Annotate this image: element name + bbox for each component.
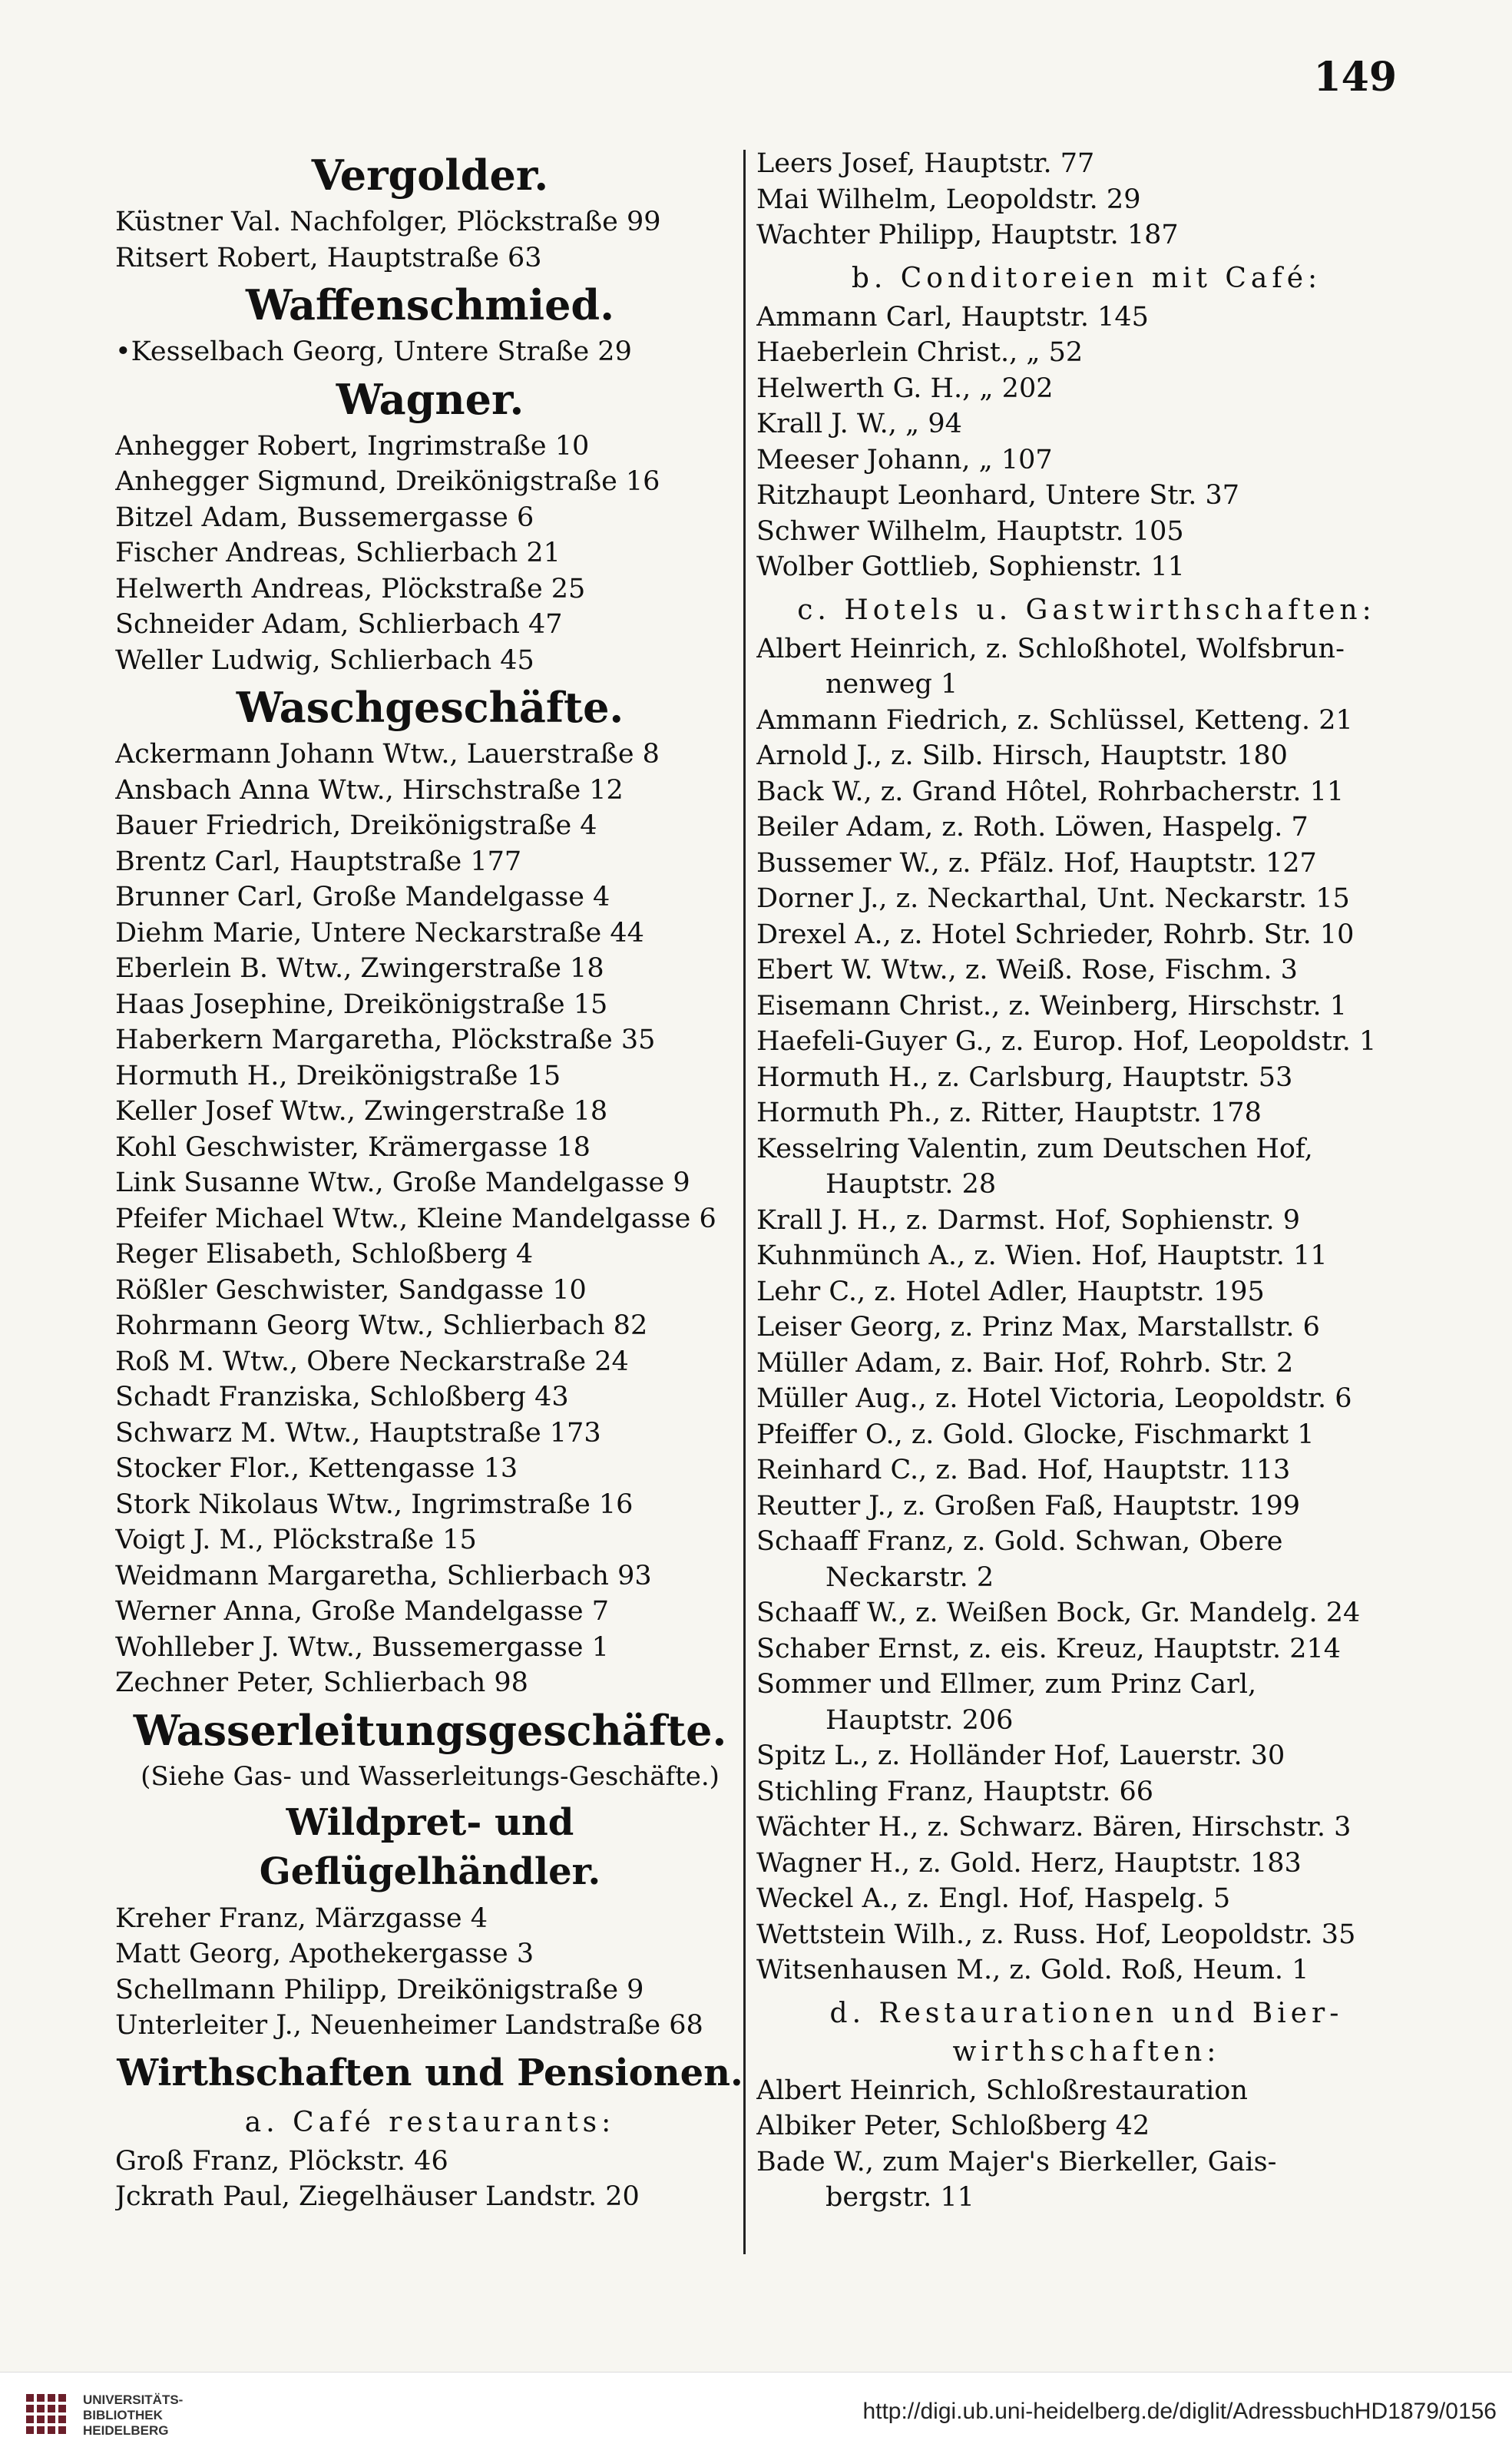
column-divider <box>743 150 746 2254</box>
library-name-line: UNIVERSITÄTS- <box>83 2392 184 2407</box>
directory-entry: Sommer und Ellmer, zum Prinz Carl, <box>756 1669 1257 1700</box>
directory-entry: Ammann Carl, Hauptstr. 145 <box>756 301 1149 333</box>
directory-entry: Pfeifer Michael Wtw., Kleine Mandelgasse 6 <box>115 1203 716 1234</box>
section-heading: Wagner. <box>336 374 524 424</box>
directory-entry: Meeser Johann, „ 107 <box>756 444 1053 475</box>
section-note: (Siehe Gas- und Wasserleitungs-Geschäfte.) <box>141 1760 720 1792</box>
directory-entry: Jckrath Paul, Ziegelhäuser Landstr. 20 <box>115 2181 640 2212</box>
directory-entry: Müller Adam, z. Bair. Hof, Rohrb. Str. 2 <box>756 1347 1294 1379</box>
directory-entry: Wächter H., z. Schwarz. Bären, Hirschstr. 3 <box>756 1812 1352 1843</box>
directory-entry: Unterleiter J., Neuenheimer Landstraße 68 <box>115 2010 703 2041</box>
directory-entry: Albert Heinrich, Schloßrestauration <box>756 2075 1248 2106</box>
section-wirthschaften <box>115 2048 745 2215</box>
section-subheading: d. Restaurationen und Bier- <box>829 1997 1344 2029</box>
section-heading: Waschgeschäfte. <box>236 683 624 732</box>
directory-entry: Stocker Flor., Kettengasse 13 <box>115 1453 518 1484</box>
directory-entry: Hormuth H., Dreikönigstraße 15 <box>115 1060 561 1091</box>
left-column <box>115 146 745 2215</box>
directory-entry: Helwerth Andreas, Plöckstraße 25 <box>115 573 586 604</box>
directory-entry: Voigt J. M., Plöckstraße 15 <box>115 1525 477 1555</box>
entry-list <box>115 204 745 276</box>
directory-entry: Wachter Philipp, Hauptstr. 187 <box>756 220 1179 250</box>
directory-entry: Kohl Geschwister, Krämergasse 18 <box>115 1131 591 1163</box>
directory-entry: Leiser Georg, z. Prinz Max, Marstallstr. 6 <box>756 1312 1320 1343</box>
directory-entry: Ammann Fiedrich, z. Schlüssel, Ketteng. 21 <box>756 704 1353 736</box>
directory-entry: Müller Aug., z. Hotel Victoria, Leopoldstr. 6 <box>756 1383 1352 1414</box>
directory-entry: Spitz L., z. Holländer Hof, Lauerstr. 30 <box>756 1740 1285 1771</box>
section-restaurationen <box>756 1996 1417 2216</box>
directory-entry: •Kesselbach Georg, Untere Straße 29 <box>115 336 632 367</box>
directory-entry: Küstner Val. Nachfolger, Plöckstraße 99 <box>115 207 661 237</box>
directory-entry: Ritsert Robert, Hauptstraße 63 <box>115 242 542 273</box>
directory-entry: Eisemann Christ., z. Weinberg, Hirschstr. 1 <box>756 990 1348 1022</box>
directory-entry: Dorner J., z. Neckarthal, Unt. Neckarstr. 15 <box>756 883 1350 914</box>
section-vergolder <box>115 151 745 276</box>
directory-entry: Diehm Marie, Untere Neckarstraße 44 <box>115 917 644 949</box>
directory-entry: Leers Josef, Hauptstr. 77 <box>756 148 1095 179</box>
directory-entry: Ritzhaupt Leonhard, Untere Str. 37 <box>756 480 1240 511</box>
entry-continuation: Hauptstr. 28 <box>825 1169 997 1200</box>
directory-entry: Reger Elisabeth, Schloßberg 4 <box>115 1239 534 1270</box>
section-hotels <box>756 593 1417 1988</box>
directory-entry: Fischer Andreas, Schlierbach 21 <box>115 538 561 568</box>
directory-entry: Eberlein B. Wtw., Zwingerstraße 18 <box>115 953 604 984</box>
section-heading: Vergolder. <box>311 151 549 200</box>
directory-entry: Zechner Peter, Schlierbach 98 <box>115 1667 528 1698</box>
section-wildpret <box>115 1798 745 2044</box>
directory-entry: Albert Heinrich, z. Schloßhotel, Wolfsbrun- <box>756 633 1345 664</box>
entry-continuation: Hauptstr. 206 <box>825 1704 1014 1736</box>
directory-entry: Groß Franz, Plöckstr. 46 <box>115 2145 448 2177</box>
footer-bar <box>0 2372 1512 2457</box>
entry-list <box>115 429 745 679</box>
directory-entry: Wolber Gottlieb, Sophienstr. 11 <box>756 551 1185 582</box>
entry-list <box>756 2073 1417 2216</box>
directory-entry: Hormuth Ph., z. Ritter, Hauptstr. 178 <box>756 1098 1262 1128</box>
directory-entry: Ackermann Johann Wtw., Lauerstraße 8 <box>115 739 660 770</box>
directory-entry: Rößler Geschwister, Sandgasse 10 <box>115 1274 587 1306</box>
directory-entry: Haefeli-Guyer G., z. Europ. Hof, Leopoldstr. 1 <box>756 1026 1377 1057</box>
directory-entry: Haberkern Margaretha, Plöckstraße 35 <box>115 1025 656 1055</box>
directory-entry: Hormuth H., z. Carlsburg, Hauptstr. 53 <box>756 1061 1293 1093</box>
directory-entry: Weidmann Margaretha, Schlierbach 93 <box>115 1560 652 1591</box>
directory-entry: Kreher Franz, Märzgasse 4 <box>115 1902 488 1934</box>
directory-entry: Keller Josef Wtw., Zwingerstraße 18 <box>115 1096 608 1127</box>
directory-entry: Link Susanne Wtw., Große Mandelgasse 9 <box>115 1167 690 1198</box>
section-heading: Waffenschmied. <box>246 280 614 329</box>
directory-entry: Beiler Adam, z. Roth. Löwen, Haspelg. 7 <box>756 812 1309 843</box>
section-subheading: b. Conditoreien mit Café: <box>851 262 1322 294</box>
directory-entry: Wettstein Wilh., z. Russ. Hof, Leopoldstr. 35 <box>756 1919 1356 1950</box>
directory-entry: Stork Nikolaus Wtw., Ingrimstraße 16 <box>115 1488 634 1520</box>
directory-entry: Witsenhausen M., z. Gold. Roß, Heum. 1 <box>756 1955 1309 1985</box>
directory-entry: Back W., z. Grand Hôtel, Rohrbacherstr. 11 <box>756 776 1345 807</box>
directory-entry: Schneider Adam, Schlierbach 47 <box>115 609 563 640</box>
directory-entry: Schaaff W., z. Weißen Bock, Gr. Mandelg. 24 <box>756 1598 1361 1628</box>
directory-entry: Bade W., zum Majer's Bierkeller, Gais- <box>756 2146 1277 2177</box>
directory-entry: Brentz Carl, Hauptstraße 177 <box>115 846 522 877</box>
directory-entry: Werner Anna, Große Mandelgasse 7 <box>115 1596 609 1627</box>
directory-entry: Brunner Carl, Große Mandelgasse 4 <box>115 882 610 912</box>
permalink-url[interactable]: http://digi.ub.uni-heidelberg.de/diglit/AdressbuchHD1879/0156 <box>862 2399 1497 2424</box>
section-cafe-continued <box>756 146 1417 253</box>
section-heading: Wirthschaften und Pensionen. <box>117 2051 743 2094</box>
section-subheading: c. Hotels u. Gastwirthschaften: <box>797 594 1376 626</box>
entry-continuation: Neckarstr. 2 <box>825 1561 994 1593</box>
section-wasserleitung <box>115 1706 745 1793</box>
directory-entry: Helwerth G. H., „ 202 <box>756 373 1054 404</box>
directory-entry: Schaaff Franz, z. Gold. Schwan, Obere <box>756 1526 1283 1557</box>
directory-entry: Schellmann Philipp, Dreikönigstraße 9 <box>115 1974 644 2005</box>
section-conditoreien <box>756 261 1417 585</box>
library-logo-icon <box>23 2391 69 2437</box>
section-waffenschmied <box>115 280 745 370</box>
library-name-line: HEIDELBERG <box>83 2423 169 2438</box>
library-name-line: BIBLIOTHEK <box>83 2408 163 2422</box>
entry-list <box>115 334 745 370</box>
directory-entry: Weller Ludwig, Schlierbach 45 <box>115 644 534 676</box>
page-number: 149 <box>1313 54 1397 101</box>
entry-list <box>756 631 1417 1988</box>
entry-list <box>115 1901 745 2044</box>
directory-entry: Krall J. H., z. Darmst. Hof, Sophienstr. 9 <box>756 1204 1300 1236</box>
directory-entry: Matt Georg, Apothekergasse 3 <box>115 1939 534 1969</box>
directory-entry: Stichling Franz, Hauptstr. 66 <box>756 1776 1154 1807</box>
directory-entry: Wagner H., z. Gold. Herz, Hauptstr. 183 <box>756 1847 1302 1879</box>
directory-entry: Lehr C., z. Hotel Adler, Hauptstr. 195 <box>756 1276 1265 1307</box>
section-subheading: a. Café restaurants: <box>244 2106 616 2138</box>
directory-entry: Kesselring Valentin, zum Deutschen Hof, <box>756 1133 1313 1164</box>
library-name <box>83 2392 183 2439</box>
directory-entry: Bussemer W., z. Pfälz. Hof, Hauptstr. 127 <box>756 847 1317 879</box>
directory-entry: Schwarz M. Wtw., Hauptstraße 173 <box>115 1417 601 1449</box>
entry-list <box>756 300 1417 585</box>
directory-entry: Kuhnmünch A., z. Wien. Hof, Hauptstr. 11 <box>756 1240 1328 1271</box>
directory-entry: Ansbach Anna Wtw., Hirschstraße 12 <box>115 774 624 806</box>
entry-list <box>115 737 745 1701</box>
section-waschgeschaefte <box>115 683 745 1701</box>
directory-entry: Pfeiffer O., z. Gold. Glocke, Fischmarkt 1 <box>756 1419 1315 1450</box>
directory-entry: Reutter J., z. Großen Faß, Hauptstr. 199 <box>756 1490 1300 1522</box>
section-wagner <box>115 375 745 679</box>
directory-entry: Krall J. W., „ 94 <box>756 409 962 439</box>
directory-entry: Weckel A., z. Engl. Hof, Haspelg. 5 <box>756 1883 1231 1914</box>
section-heading: Wasserleitungsgeschäfte. <box>133 1705 727 1755</box>
directory-entry: Mai Wilhelm, Leopoldstr. 29 <box>756 184 1141 215</box>
directory-entry: Roß M. Wtw., Obere Neckarstraße 24 <box>115 1346 629 1377</box>
entry-list <box>756 146 1417 253</box>
directory-entry: Haas Josephine, Dreikönigstraße 15 <box>115 988 608 1020</box>
directory-entry: Schaber Ernst, z. eis. Kreuz, Hauptstr. 214 <box>756 1633 1342 1664</box>
directory-entry: Anhegger Sigmund, Dreikönigstraße 16 <box>115 466 660 497</box>
entry-list <box>115 2144 745 2215</box>
directory-entry: Ebert W. Wtw., z. Weiß. Rose, Fischm. 3 <box>756 955 1298 985</box>
directory-entry: Schadt Franziska, Schloßberg 43 <box>115 1382 569 1412</box>
directory-entry: Arnold J., z. Silb. Hirsch, Hauptstr. 180 <box>756 740 1288 771</box>
directory-entry: Reinhard C., z. Bad. Hof, Hauptstr. 113 <box>756 1455 1291 1485</box>
section-subheading-continued: wirthschaften: <box>952 2035 1221 2068</box>
entry-continuation: bergstr. 11 <box>825 2182 974 2213</box>
directory-entry: Rohrmann Georg Wtw., Schlierbach 82 <box>115 1310 648 1341</box>
directory-entry: Albiker Peter, Schloßberg 42 <box>756 2111 1150 2141</box>
directory-entry: Wohlleber J. Wtw., Bussemergasse 1 <box>115 1631 609 1663</box>
directory-entry: Drexel A., z. Hotel Schrieder, Rohrb. Str. 10 <box>756 919 1355 950</box>
directory-entry: Bitzel Adam, Bussemergasse 6 <box>115 502 534 533</box>
directory-entry: Schwer Wilhelm, Hauptstr. 105 <box>756 515 1184 547</box>
section-heading: Wildpret- und Geflügelhändler. <box>259 1800 601 1893</box>
directory-entry: Anhegger Robert, Ingrimstraße 10 <box>115 430 590 462</box>
directory-entry: Haeberlein Christ., „ 52 <box>756 337 1084 368</box>
entry-continuation: nenweg 1 <box>825 669 958 700</box>
right-column <box>756 146 1417 2216</box>
directory-entry: Bauer Friedrich, Dreikönigstraße 4 <box>115 810 597 841</box>
